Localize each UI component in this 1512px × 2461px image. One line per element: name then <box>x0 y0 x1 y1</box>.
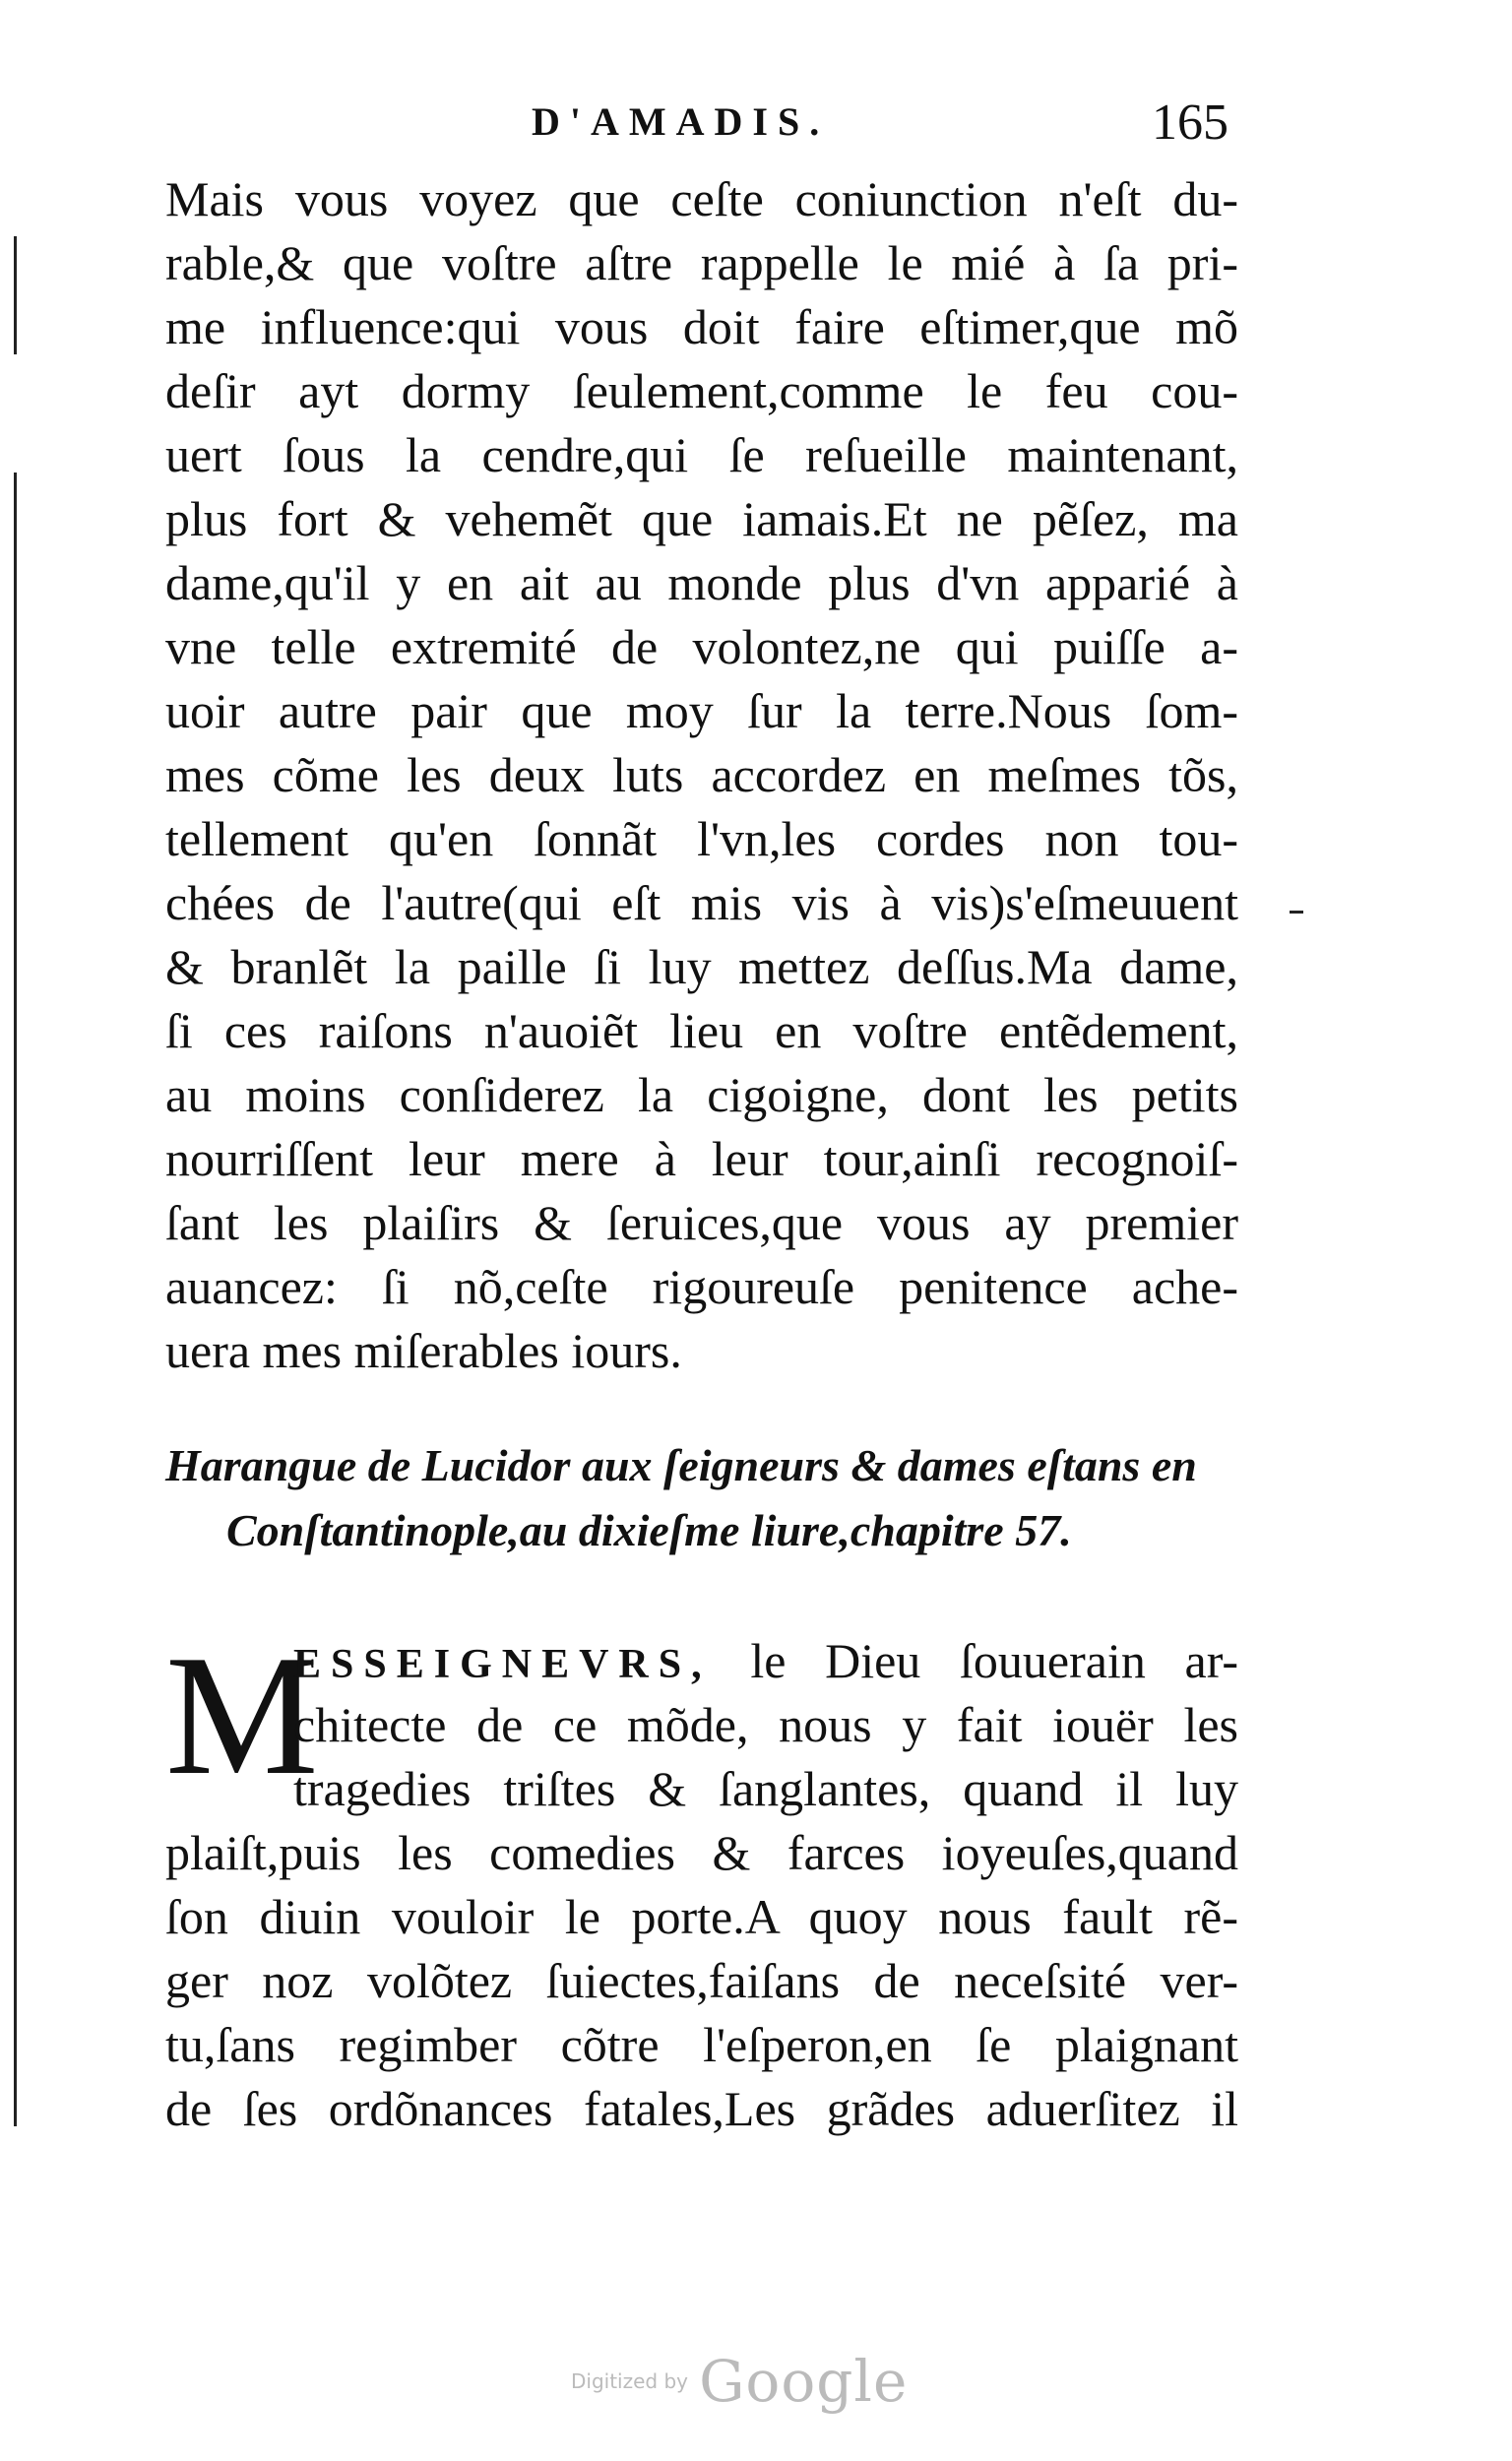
body-line: vne telle extremité de volontez,ne qui puiſſe a- <box>165 619 1238 674</box>
body-line: tellement qu'en ſonnãt l'vn,les cordes non tou- <box>165 811 1238 866</box>
body-line: ſi ces raiſons n'auoiẽt lieu en voſtre entẽdement, <box>165 1003 1238 1058</box>
body-line: dame,qu'il y en ait au monde plus d'vn apparié à <box>165 555 1238 610</box>
speech-line: ger noz volõtez ſuiectes,faiſans de neceſsité ver- <box>165 1953 1238 2008</box>
body-line: Mais vous voyez que ceſte coniunction n'eſt du- <box>165 171 1238 226</box>
margin-rule <box>14 473 17 2126</box>
speech-line: tu,ſans regimber cõtre l'eſperon,en ſe plaignant <box>165 2017 1238 2072</box>
speech-line: ſon diuin vouloir le porte.A quoy nous fault rẽ- <box>165 1889 1238 1944</box>
body-line: uoir autre pair que moy ſur la terre.Nous ſom- <box>165 683 1238 738</box>
speech-line: de ſes ordõnances fatales,Les grãdes aduerſitez il <box>165 2081 1238 2136</box>
body-line: plus fort & vehemẽt que iamais.Et ne pẽſez, ma <box>165 491 1238 546</box>
body-line: au moins conſiderez la cigoigne, dont les petits <box>165 1067 1238 1122</box>
body-line: rable,& que voſtre aſtre rappelle le mié à ſa pri- <box>165 235 1238 290</box>
body-line: deſir ayt dormy ſeulement,comme le feu cou- <box>165 363 1238 418</box>
drop-cap-initial: M <box>165 1619 319 1810</box>
running-title: D'AMADIS. <box>532 99 830 144</box>
opening-word: ESSEIGNEVRS, <box>293 1642 712 1687</box>
margin-speck <box>1290 911 1303 914</box>
speech-line: tragedies triſtes & ſanglantes, quand il luy <box>293 1761 1238 1816</box>
margin-rule <box>14 236 17 354</box>
body-line: ſant les plaiſirs & ſeruices,que vous ay premier <box>165 1195 1238 1250</box>
body-line: mes cõme les deux luts accordez en meſmes tõs, <box>165 747 1238 802</box>
body-line: chées de l'autre(qui eſt mis vis à vis)s'eſmeuuent <box>165 875 1238 930</box>
section-heading-line-2: Conſtantinople,au dixieſme liure,chapitre 57. <box>226 1505 1072 1555</box>
speech-line: chitecte de ce mõde, nous y fait iouër les <box>293 1697 1238 1752</box>
body-line: me influence:qui vous doit faire eſtimer,que mõ <box>165 299 1238 354</box>
speech-first-line <box>293 1629 1238 1696</box>
body-line: uert ſous la cendre,qui ſe reſueille maintenant, <box>165 427 1238 482</box>
page-number: 165 <box>1152 95 1228 151</box>
google-logo: Google <box>699 2348 909 2415</box>
body-line: auancez: ſi nõ,ceſte rigoureuſe penitence ache- <box>165 1259 1238 1314</box>
watermark-prefix: Digitized by <box>571 2369 688 2393</box>
digitized-watermark <box>571 2348 908 2415</box>
section-heading-line-1: Harangue de Lucidor aux ſeigneurs & dames eſtans en <box>165 1440 1197 1490</box>
body-line-last: uera mes miſerables iours. <box>165 1323 682 1378</box>
speech-line: plaiſt,puis les comedies & farces ioyeuſes,quand <box>165 1825 1238 1880</box>
first-line-rest: le Dieu ſouuerain ar- <box>750 1633 1239 1688</box>
body-line: nourriſſent leur mere à leur tour,ainſi recognoiſ- <box>165 1131 1238 1186</box>
body-line: & branlẽt la paille ſi luy mettez deſſus.Ma dame, <box>165 939 1238 994</box>
